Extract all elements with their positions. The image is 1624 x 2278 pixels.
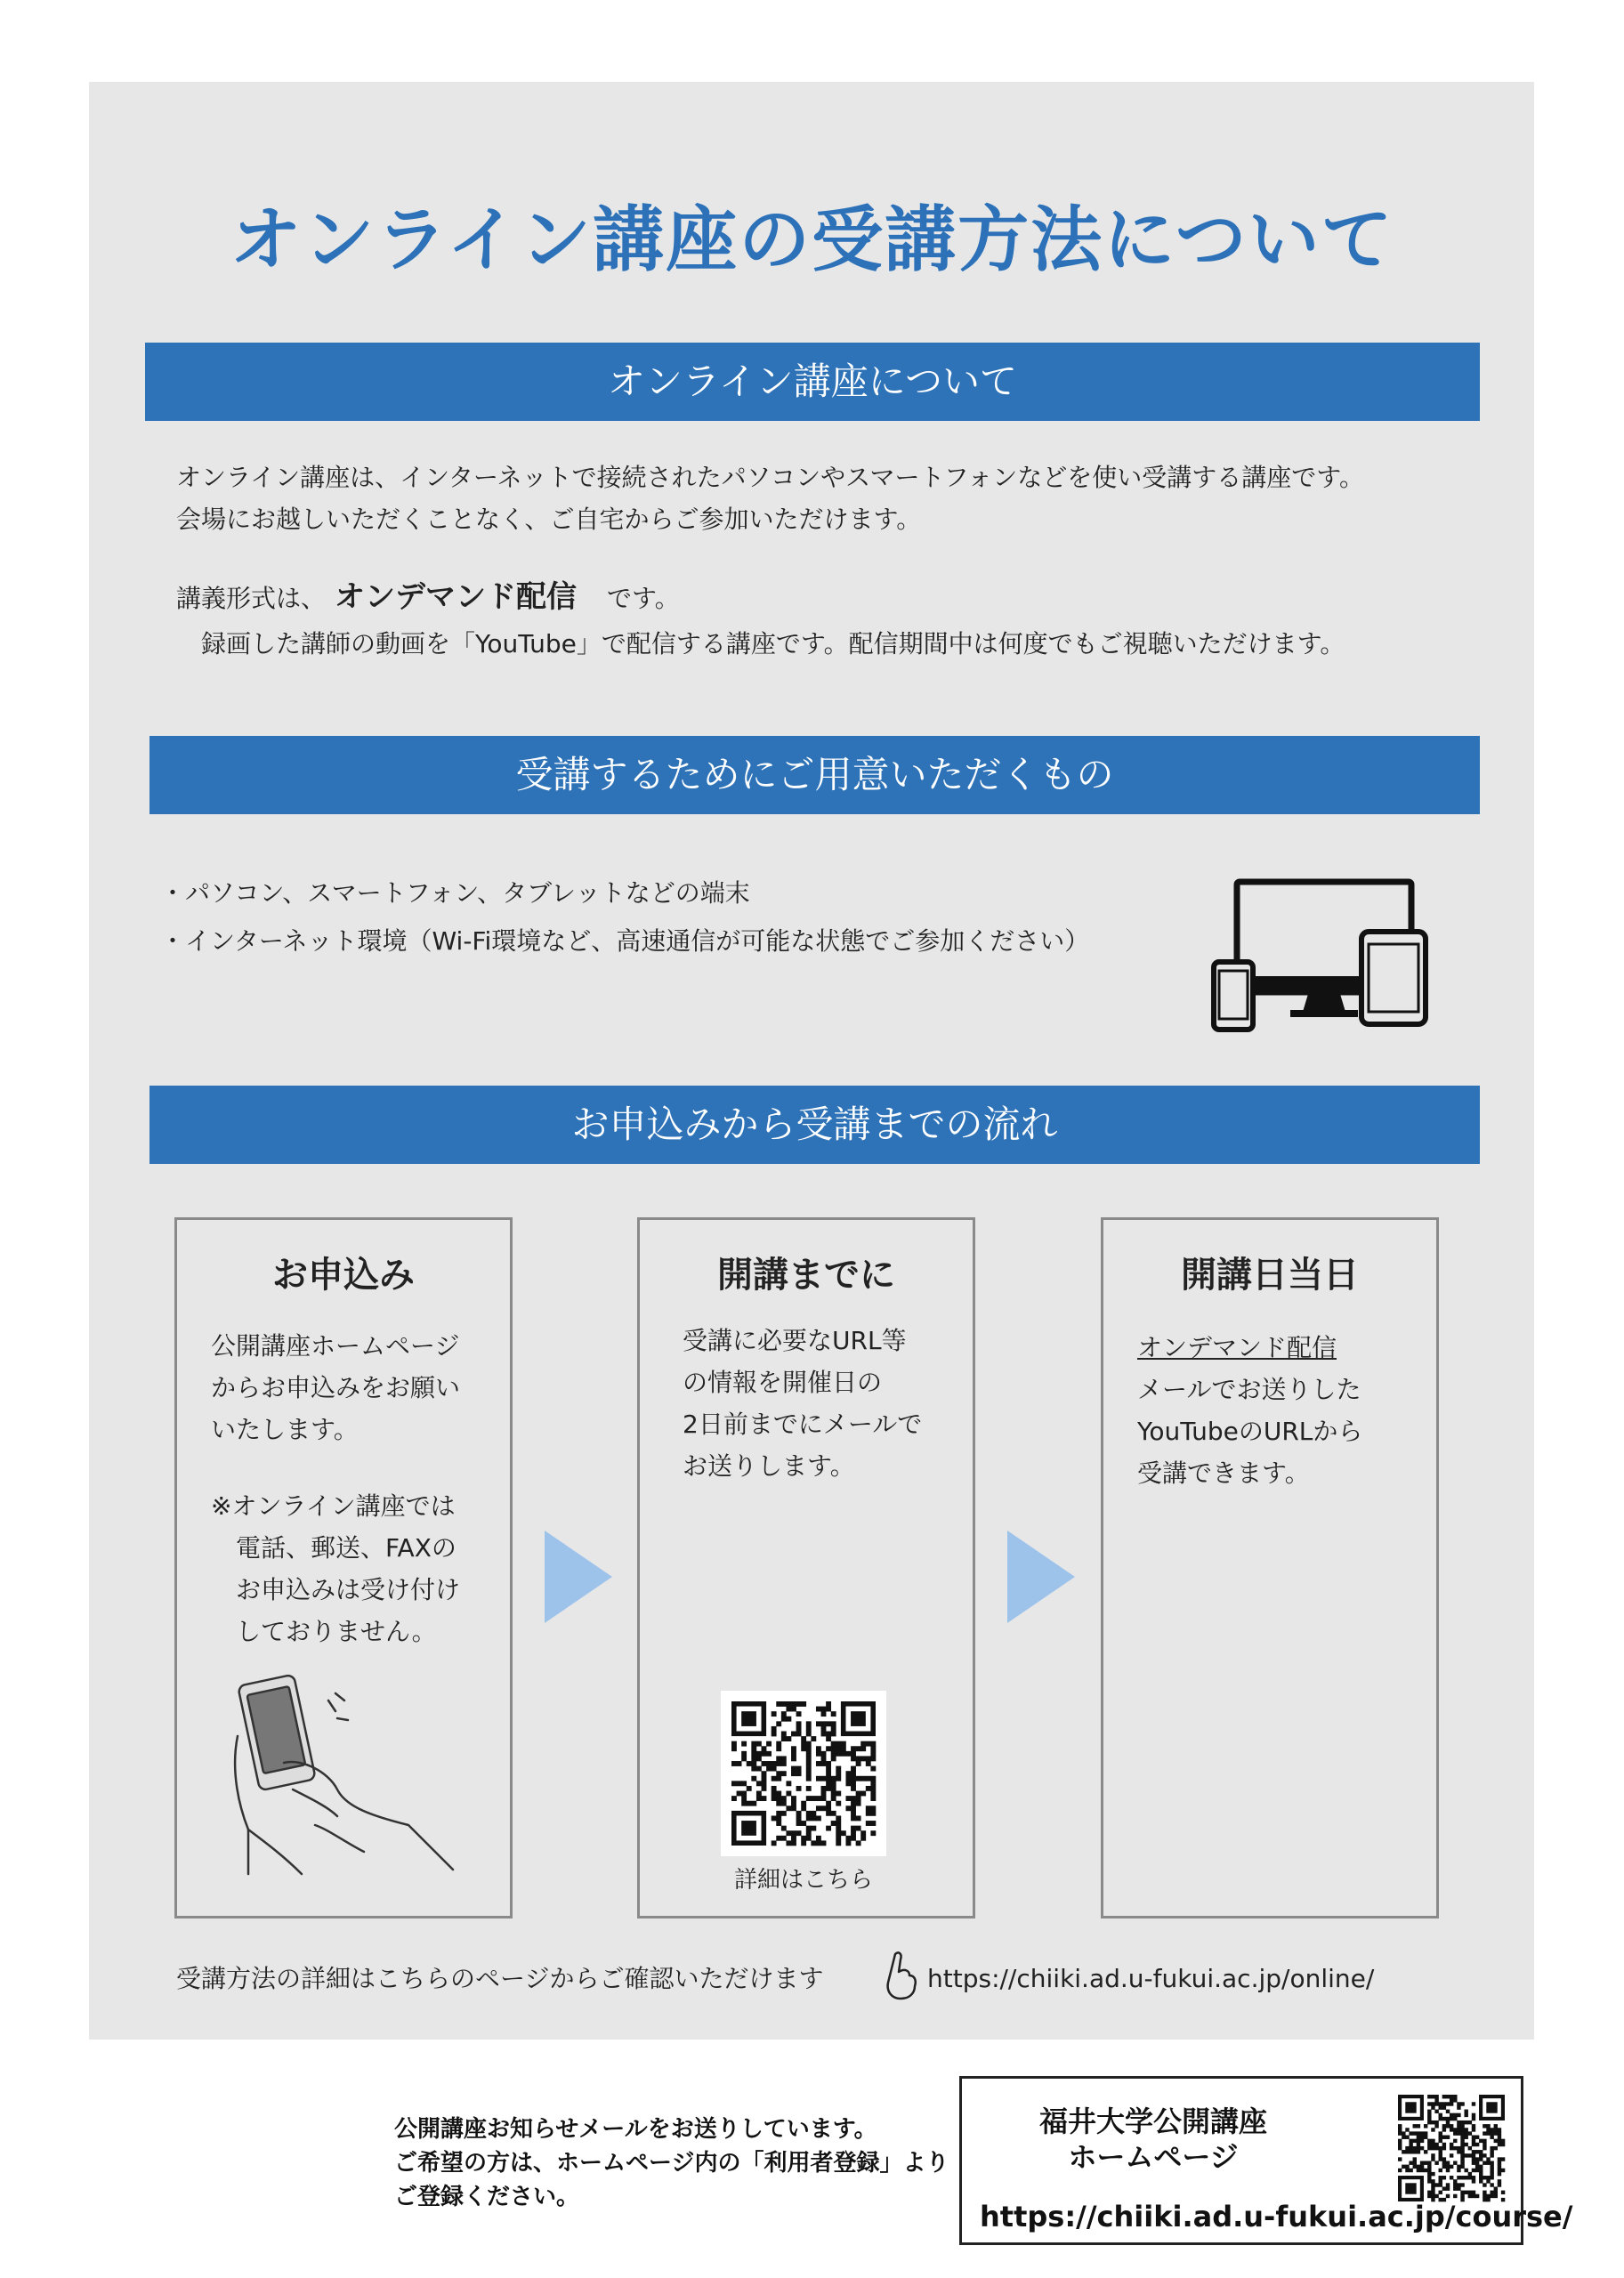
lecture-format-suffix: です。 <box>607 584 680 613</box>
step-before-line-4: お送りします。 <box>683 1451 855 1481</box>
step-before-line-1: 受講に必要なURL等 <box>683 1326 907 1355</box>
step-course-day <box>1101 1217 1439 1919</box>
arrow-right-icon <box>545 1531 612 1623</box>
arrow-right-icon <box>1007 1531 1075 1623</box>
homepage-title-1: 福井大学公開講座 <box>1038 2104 1267 2138</box>
homepage-box-title <box>980 2104 1327 2175</box>
step-apply-line-1: 公開講座ホームページ <box>211 1331 460 1361</box>
step-apply-note-3: お申込みは受け付け <box>236 1575 461 1604</box>
section-heading-requirements: 受講するためにご用意いただくもの <box>149 736 1480 814</box>
step-title: 開講までに <box>717 1255 895 1296</box>
section-heading-flow: お申込みから受講までの流れ <box>149 1086 1480 1164</box>
page-title: オンライン講座の受講方法について <box>230 198 1394 281</box>
step-day-line-2: YouTubeのURLから <box>1137 1417 1363 1446</box>
step-apply <box>174 1217 513 1919</box>
step-title: お申込み <box>272 1255 415 1296</box>
requirement-item-device: ・パソコン、スマートフォン、タブレットなどの端末 <box>160 878 750 908</box>
lecture-format-desc: 録画した講師の動画を「YouTube」で配信する講座です。配信期間中は何度でもご視聴いただけます。 <box>201 629 1345 658</box>
smartphone-hand-icon <box>230 1674 471 1887</box>
qr-code-homepage[interactable] <box>1394 2091 1508 2205</box>
devices-icon <box>1210 876 1433 1032</box>
lecture-format-prefix: 講義形式は、 <box>176 584 327 613</box>
step-apply-note-4: しておりません。 <box>236 1617 437 1646</box>
lecture-format <box>176 577 680 619</box>
step-apply-line-3: いたします。 <box>211 1415 359 1444</box>
step-before-line-3: 2日前までにメールで <box>683 1410 923 1439</box>
section-heading-online-course: オンライン講座について <box>145 343 1480 421</box>
requirement-item-internet: ・インターネット環境（Wi-Fi環境など、高速通信が可能な状態でご参加ください） <box>160 926 1090 956</box>
footer-notice-line-2: ご希望の方は、ホームページ内の「利用者登録」より <box>394 2150 949 2177</box>
on-demand-label: オンデマンド配信 <box>1137 1333 1337 1362</box>
step-title: 開講日当日 <box>1181 1255 1359 1296</box>
qr-code-details[interactable] <box>721 1691 886 1856</box>
footer-notice <box>394 2112 949 2214</box>
qr-label: 詳細はこちら <box>733 1867 873 1894</box>
details-text: 受講方法の詳細はこちらのページからご確認いただけます <box>176 1964 824 1993</box>
step-day-line-3: 受講できます。 <box>1137 1458 1310 1488</box>
details-url-link[interactable]: https://chiiki.ad.u-fukui.ac.jp/online/ <box>927 1964 1375 1993</box>
online-course-desc-1: オンライン講座は、インターネットで接続されたパソコンやスマートフォンなどを使い受講する講座です。 <box>176 463 1365 492</box>
pointing-hand-icon <box>883 1951 918 2000</box>
homepage-box <box>959 2076 1573 2245</box>
step-apply-line-2: からお申込みをお願い <box>211 1373 461 1402</box>
footer-notice-line-1: 公開講座お知らせメールをお送りしています。 <box>394 2116 877 2143</box>
homepage-title-2: ホームページ <box>1068 2140 1239 2174</box>
step-before-line-2: の情報を開催日の <box>683 1368 883 1397</box>
footer-notice-line-3: ご登録ください。 <box>394 2184 580 2210</box>
step-day-line-1: メールでお送りした <box>1137 1375 1361 1404</box>
homepage-url-link[interactable]: https://chiiki.ad.u-fukui.ac.jp/course/ <box>980 2200 1573 2234</box>
online-course-desc-2: 会場にお越しいただくことなく、ご自宅からご参加いただけます。 <box>176 505 922 534</box>
lecture-format-strong: オンデマンド配信 <box>335 579 578 615</box>
step-apply-note-2: 電話、郵送、FAXの <box>236 1533 456 1563</box>
step-apply-note-1: ※オンライン講座では <box>211 1491 456 1521</box>
